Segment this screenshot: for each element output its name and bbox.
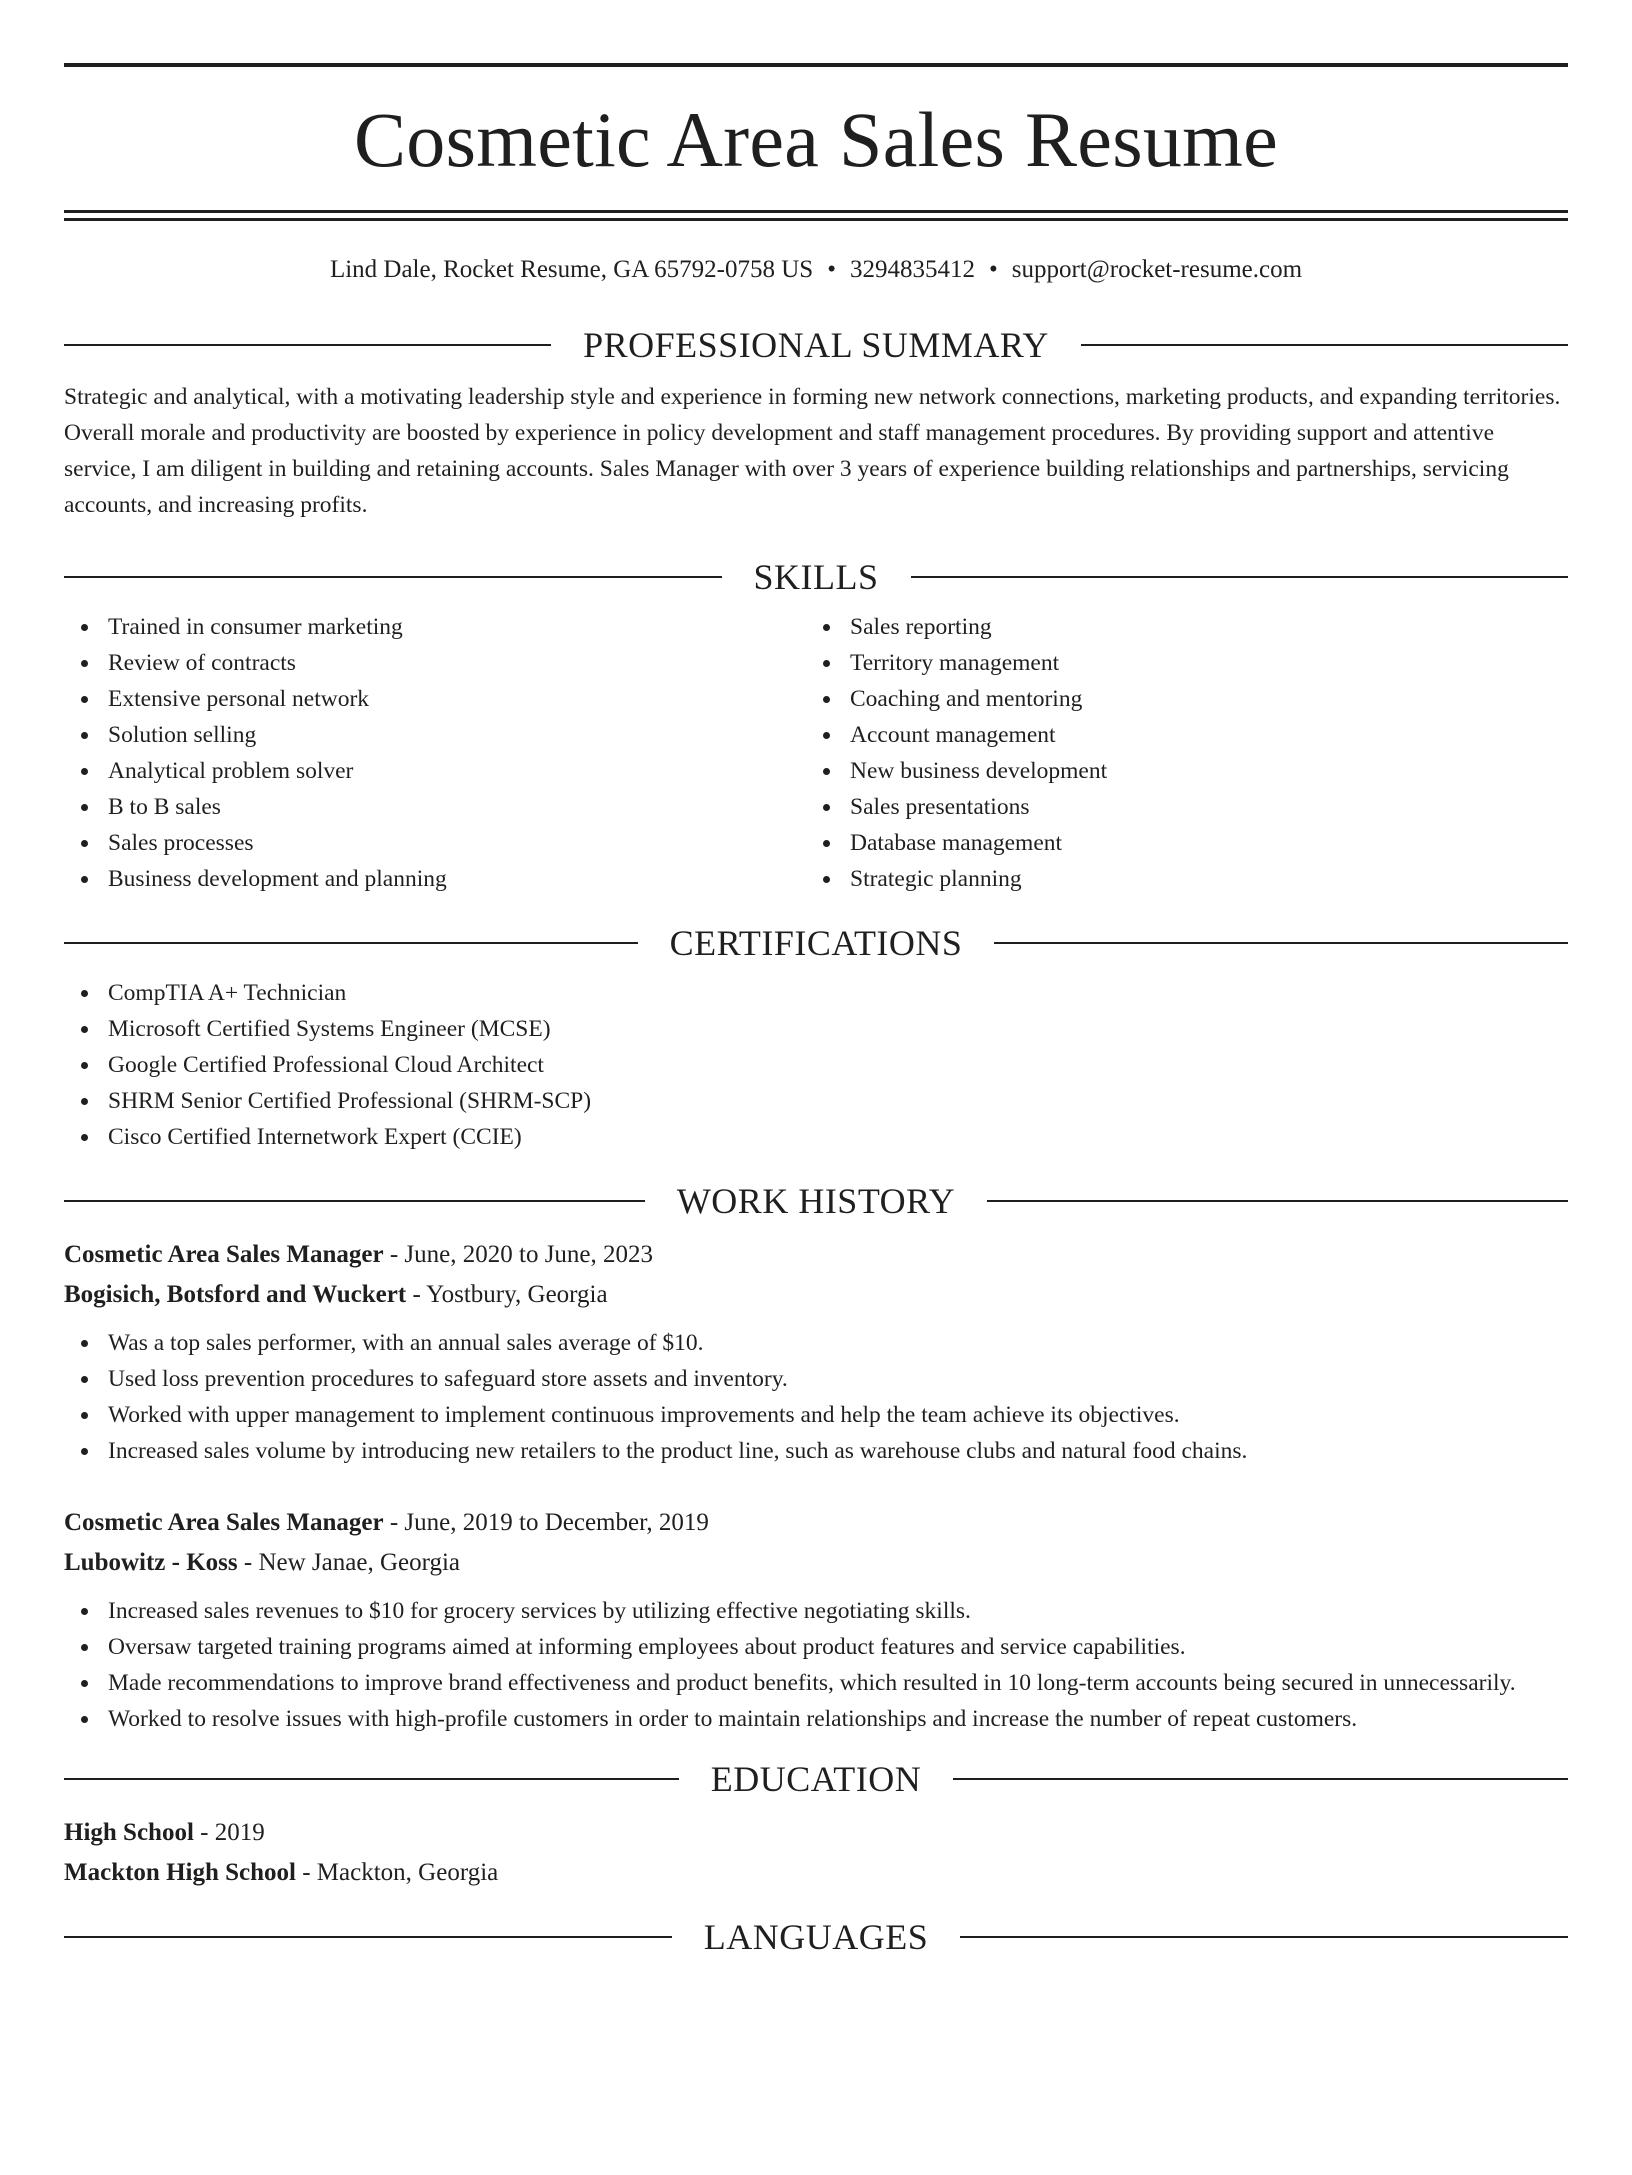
contact-email: support@rocket-resume.com	[1011, 256, 1303, 283]
skill-item: Sales presentations	[806, 789, 1548, 825]
certification-item: SHRM Senior Certified Professional (SHRM-SCP)	[64, 1083, 1568, 1119]
education-school-line	[64, 1853, 1568, 1893]
section-header-education	[64, 1759, 1568, 1799]
job-title: Cosmetic Area Sales Manager	[64, 1509, 384, 1536]
job-company: Bogisich, Botsford and Wuckert	[64, 1281, 407, 1308]
job-bullet: Worked to resolve issues with high-profile customers in order to maintain relationships and increase the number of repeat customers.	[64, 1701, 1568, 1737]
section-rule	[64, 344, 551, 346]
section-rule	[64, 1778, 679, 1780]
certification-item: Cisco Certified Internetwork Expert (CCIE)	[64, 1119, 1568, 1155]
job-title-line	[64, 1503, 1568, 1543]
section-header-work-history	[64, 1181, 1568, 1221]
contact-separator: •	[827, 256, 836, 283]
skills-list-left	[64, 609, 806, 897]
section-rule	[64, 1936, 672, 1938]
education-year: - 2019	[193, 1819, 265, 1846]
job-dates: - June, 2019 to December, 2019	[383, 1509, 709, 1536]
education-degree: High School	[64, 1819, 194, 1846]
education-entry	[64, 1813, 1568, 1893]
section-header-summary	[64, 325, 1568, 365]
job-location: - Yostbury, Georgia	[406, 1281, 608, 1308]
job-bullets	[64, 1593, 1568, 1737]
skill-item: Trained in consumer marketing	[64, 609, 806, 645]
skills-list-right	[806, 609, 1548, 897]
skill-item: Strategic planning	[806, 861, 1548, 897]
job-title-line	[64, 1235, 1568, 1275]
section-header-skills	[64, 557, 1568, 597]
job-bullets	[64, 1325, 1568, 1469]
section-rule	[64, 942, 638, 944]
section-rule	[911, 576, 1569, 578]
section-rule	[64, 1200, 645, 1202]
job-company: Lubowitz - Koss	[64, 1549, 238, 1576]
job-bullet: Increased sales volume by introducing new retailers to the product line, such as warehouse clubs and natural food chains.	[64, 1433, 1568, 1469]
job-company-line	[64, 1275, 1568, 1315]
section-title-languages: LANGUAGES	[703, 1917, 929, 1957]
contact-address: Lind Dale, Rocket Resume, GA 65792-0758 US	[329, 256, 814, 283]
contact-phone: 3294835412	[849, 256, 975, 283]
skill-item: Database management	[806, 825, 1548, 861]
job-company-line	[64, 1543, 1568, 1583]
job-dates: - June, 2020 to June, 2023	[383, 1241, 654, 1268]
section-header-languages	[64, 1917, 1568, 1957]
summary-text: Strategic and analytical, with a motivating leadership style and experience in forming new network connections, marketing products, and expanding territories. Overall morale and productivity are boosted by experience in policy development and staff management procedures. By providing support and attentive service, I am diligent in building and retaining accounts. Sales Manager with over 3 years of experience building relationships and partnerships, servicing accounts, and increasing profits.	[64, 384, 1561, 518]
section-rule	[64, 576, 722, 578]
skill-item: Account management	[806, 717, 1548, 753]
skill-item: Extensive personal network	[64, 681, 806, 717]
section-rule	[987, 1200, 1568, 1202]
section-title-skills: SKILLS	[753, 557, 879, 597]
certification-item: Microsoft Certified Systems Engineer (MCSE)	[64, 1011, 1568, 1047]
skill-item: Territory management	[806, 645, 1548, 681]
certification-item: Google Certified Professional Cloud Architect	[64, 1047, 1568, 1083]
skill-item: B to B sales	[64, 789, 806, 825]
section-rule	[960, 1936, 1568, 1938]
certifications-list	[64, 975, 1568, 1155]
section-title-work-history: WORK HISTORY	[676, 1181, 956, 1221]
job-bullet: Oversaw targeted training programs aimed at informing employees about product features and service capabilities.	[64, 1629, 1568, 1665]
skill-item: Analytical problem solver	[64, 753, 806, 789]
job-bullet: Made recommendations to improve brand effectiveness and product benefits, which resulted in 10 long-term accounts being secured in unnecessarily.	[64, 1665, 1568, 1701]
skill-item: Solution selling	[64, 717, 806, 753]
job-entry	[64, 1503, 1568, 1737]
section-title-certifications: CERTIFICATIONS	[669, 923, 963, 963]
education-degree-line	[64, 1813, 1568, 1853]
skill-item: New business development	[806, 753, 1548, 789]
job-bullet: Used loss prevention procedures to safeguard store assets and inventory.	[64, 1361, 1568, 1397]
section-rule	[1081, 344, 1568, 346]
skill-item: Business development and planning	[64, 861, 806, 897]
section-title-summary: PROFESSIONAL SUMMARY	[583, 325, 1049, 365]
skill-item: Sales processes	[64, 825, 806, 861]
job-title: Cosmetic Area Sales Manager	[64, 1241, 384, 1268]
top-rule	[64, 63, 1568, 67]
resume-page	[0, 63, 1632, 2175]
section-rule	[953, 1778, 1568, 1780]
section-rule	[994, 942, 1568, 944]
contact-separator: •	[988, 256, 998, 283]
skill-item: Review of contracts	[64, 645, 806, 681]
job-entry	[64, 1235, 1568, 1469]
skills-grid	[64, 609, 1568, 897]
resume-title: Cosmetic Area Sales Resume	[353, 96, 1279, 183]
job-bullet: Was a top sales performer, with an annual sales average of $10.	[64, 1325, 1568, 1361]
title-double-rule	[64, 210, 1568, 221]
job-location: - New Janae, Georgia	[237, 1549, 461, 1576]
education-school: Mackton High School	[64, 1859, 296, 1886]
section-title-education: EDUCATION	[710, 1759, 922, 1799]
job-bullet: Increased sales revenues to $10 for grocery services by utilizing effective negotiating skills.	[64, 1593, 1568, 1629]
skill-item: Coaching and mentoring	[806, 681, 1548, 717]
certification-item: CompTIA A+ Technician	[64, 975, 1568, 1011]
section-header-certifications	[64, 923, 1568, 963]
education-location: - Mackton, Georgia	[295, 1859, 499, 1886]
contact-line	[64, 255, 1568, 285]
skill-item: Sales reporting	[806, 609, 1548, 645]
job-bullet: Worked with upper management to implement continuous improvements and help the team achieve its objectives.	[64, 1397, 1568, 1433]
